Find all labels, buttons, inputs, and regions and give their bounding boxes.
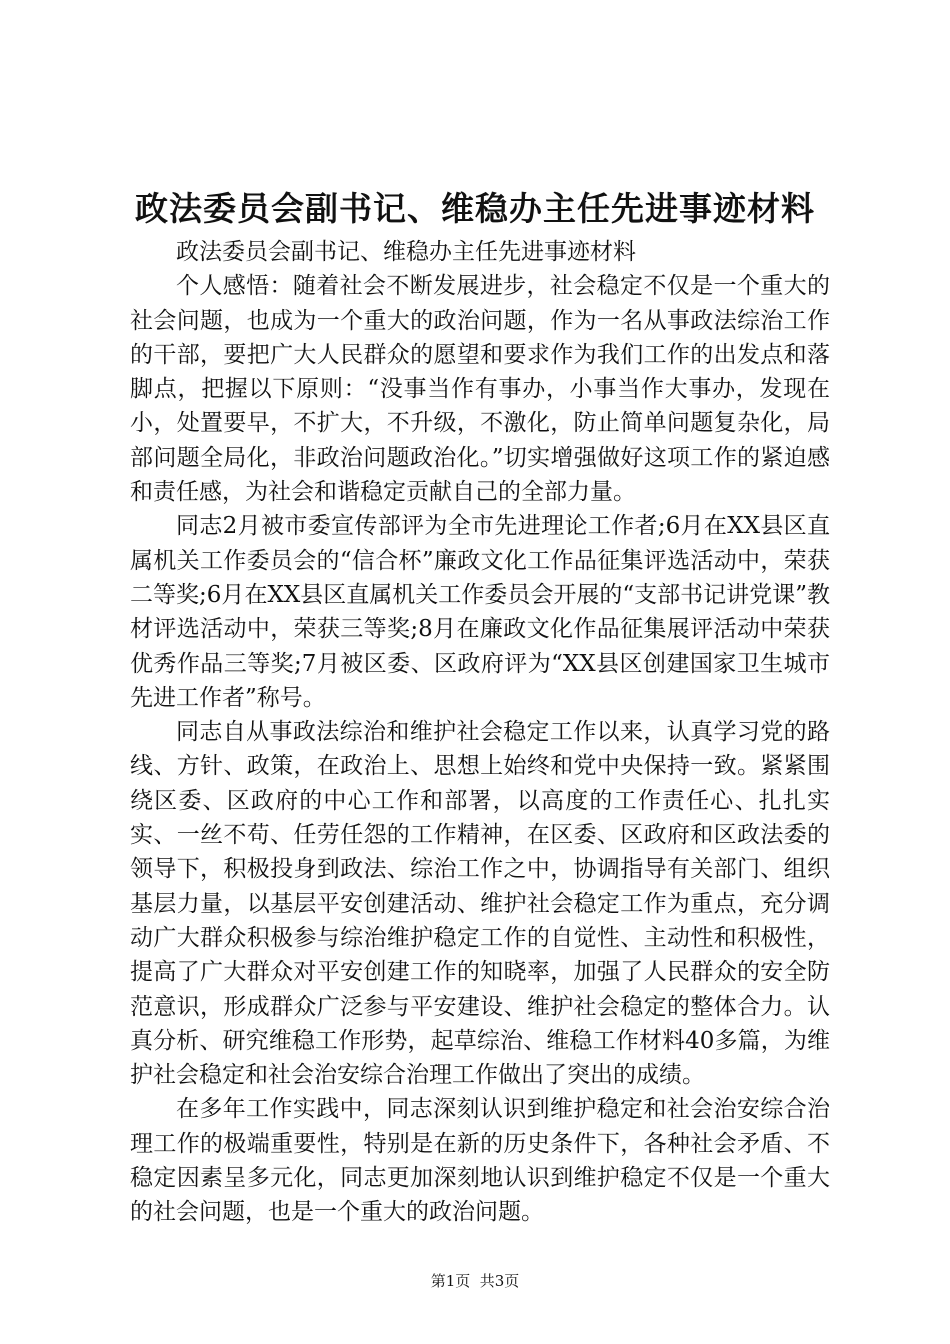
paragraph-personal-insight: 个人感悟：随着社会不断发展进步，社会稳定不仅是一个重大的社会问题，也成为一个重大的政治问题，作为一名从事政法综治工作的干部，要把广大人民群众的愿望和要求作为我们工作的出发点和落脚点，把握以下原则：“没事当作有事办，小事当作大事办，发现在小，处置要早，不扩大，不升级，不激化，防止简单问题复杂化，局部问题全局化，非政治问题政治化。”切实增强做好这项工作的紧迫感和责任感，为社会和谐稳定贡献自己的全部力量。 <box>130 273 830 506</box>
paragraph-work-record: 同志自从事政法综治和维护社会稳定工作以来，认真学习党的路线、方针、政策，在政治上、思想上始终和党中央保持一致。紧紧围绕区委、区政府的中心工作和部署，以高度的工作责任心、扎扎实实、一丝不苟、任劳任怨的工作精神，在区委、区政府和区政法委的领导下，积极投身到政法、综治工作之中，协调指导有关部门、组织基层力量，以基层平安创建活动、维护社会稳定工作为重点，充分调动广大群众积极参与综治维护稳定工作的自觉性、主动性和积极性，提高了广大群众对平安创建工作的知晓率，加强了人民群众的安全防范意识，形成群众广泛参与平安建设、维护社会稳定的整体合力。认真分析、研究维稳工作形势，起草综治、维稳工作材料40多篇，为维护社会稳定和社会治安综合治理工作做出了突出的成绩。 <box>130 719 830 1089</box>
page-number-footer: 第1页 共3页 <box>430 1272 520 1290</box>
subtitle-paragraph: 政法委员会副书记、维稳办主任先进事迹材料 <box>176 239 636 265</box>
paragraph-practice: 在多年工作实践中，同志深刻认识到维护稳定和社会治安综合治理工作的极端重要性，特别是在新的历史条件下，各种社会矛盾、不稳定因素呈多元化，同志更加深刻地认识到维护稳定不仅是一个重大的社会问题，也是一个重大的政治问题。 <box>130 1096 830 1226</box>
document-title: 政法委员会副书记、维稳办主任先进事迹材料 <box>135 189 815 228</box>
paragraph-awards: 同志2月被市委宣传部评为全市先进理论工作者;6月在XX县区直属机关工作委员会的“信合杯”廉政文化工作品征集评选活动中，荣获二等奖;6月在XX县区直属机关工作委员会开展的“支部书记讲党课”教材评选活动中，荣获三等奖;8月在廉政文化作品征集展评活动中荣获优秀作品三等奖;7月被区委、区政府评为“XX县区创建国家卫生城市先进工作者”称号。 <box>130 513 830 711</box>
document-body <box>130 235 830 1230</box>
